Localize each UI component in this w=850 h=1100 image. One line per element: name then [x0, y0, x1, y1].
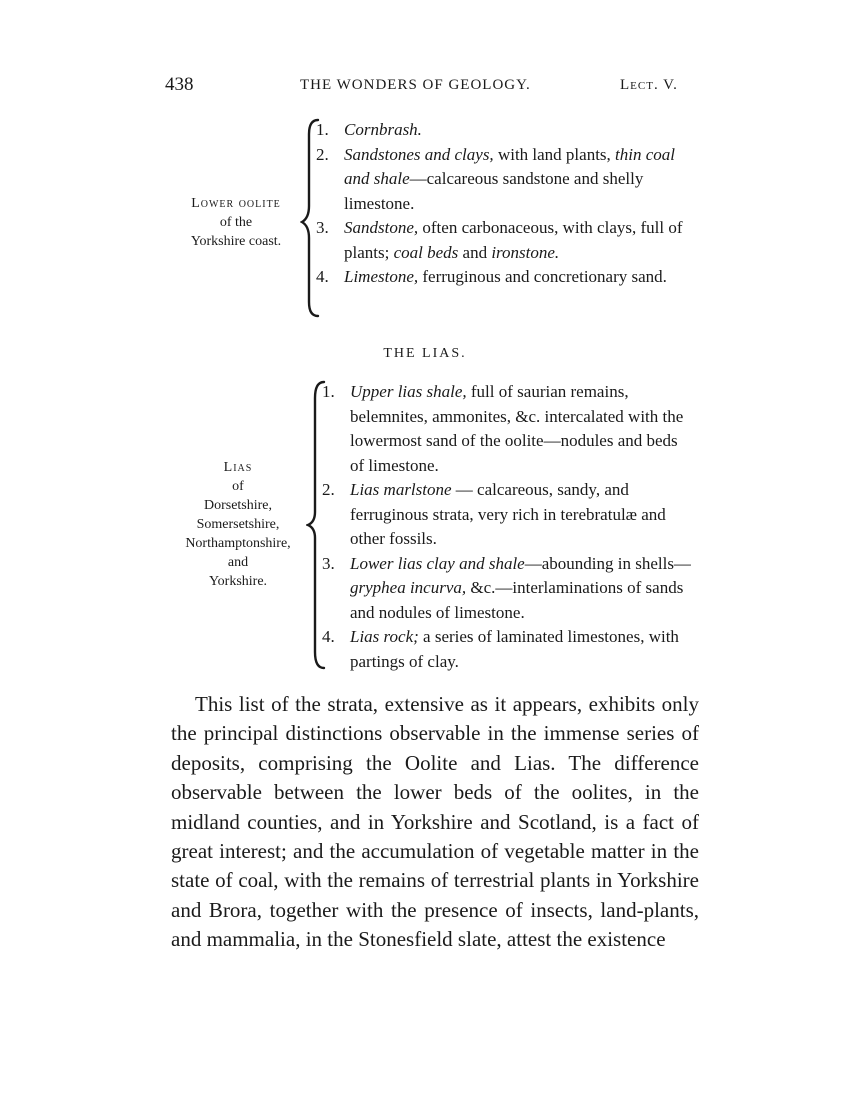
list-item [322, 380, 696, 478]
item-text: with land plants, [493, 144, 616, 164]
item-text: full of saurian remains, belemnites, ammonites, &c. intercalated with the lowermost sand of the oolite—nodules and beds of limestone. [350, 382, 684, 475]
item-text: often carbonaceous, with clays, full of plants; [344, 218, 683, 262]
item-text: Limestone, [344, 267, 419, 286]
item-number: 2. [322, 480, 335, 499]
list-item [322, 478, 696, 552]
item-text: ironstone. [491, 242, 560, 262]
list-item [316, 118, 696, 143]
item-text: gryphea incurva, [350, 578, 467, 597]
running-header [0, 74, 850, 104]
lias-label-line5: Northamptonshire, [185, 536, 291, 551]
item-text: Lias marlstone [350, 480, 452, 499]
item-number: 3. [316, 218, 329, 237]
body-paragraph-text: This list of the strata, extensive as it appears, exhibits only the principal distinctions observable in the immense series of deposits, comprising the Oolite and Lias. The difference observable between the lower beds of the oolites, in the midland counties, and in Yorkshire and Scotland, is a fact of great interest; and the accumulation of vegetable matter in the state of coal, with the remains of terrestrial plants in Yorkshire and Brora, together with the presence of insects, land-plants, and mammalia, in the Stonesfield slate, attest the existence [171, 692, 699, 952]
list-item [316, 143, 696, 217]
item-number: 1. [316, 120, 329, 139]
item-number: 4. [322, 627, 335, 646]
item-text: a series of laminated limestones, with partings of clay. [350, 627, 679, 671]
oolite-label-line2: of the [219, 215, 253, 230]
section-title: THE LIAS. [383, 346, 467, 361]
oolite-side-label [168, 194, 304, 251]
item-text: thin coal and shale [344, 144, 676, 188]
lias-label-line2: of [232, 479, 244, 494]
oolite-strata-list [316, 118, 696, 290]
lias-label-line4: Somersetshire, [196, 517, 280, 532]
lecture-label: Lect. V. [620, 77, 678, 93]
item-text: — calcareous, sandy, and ferruginous strata, very rich in terebratulæ and other fossils. [350, 480, 666, 548]
item-number: 3. [322, 553, 335, 573]
item-number: 4. [316, 267, 329, 286]
lias-strata-list [322, 380, 696, 674]
item-text: coal beds [393, 242, 459, 262]
list-item [322, 552, 696, 626]
item-number: 1. [322, 382, 335, 401]
running-title: THE WONDERS OF GEOLOGY. [300, 77, 531, 93]
item-text: ferruginous and concretionary sand. [418, 267, 667, 286]
item-text: Lower lias clay and shale [350, 553, 525, 573]
item-text: Upper lias shale, [350, 382, 467, 401]
list-item [316, 216, 696, 265]
item-number: 2. [316, 144, 329, 164]
lias-label-line7: Yorkshire. [208, 574, 268, 589]
body-paragraph [171, 690, 699, 955]
item-text: —calcareous sandstone and shelly limestone. [344, 169, 644, 213]
list-item [322, 625, 696, 674]
oolite-label-line1: Lower oolite [191, 196, 281, 211]
lias-label-line3: Dorsetshire, [203, 498, 273, 513]
item-text: Lias rock; [350, 627, 419, 646]
item-text: Sandstones and clays, [344, 144, 494, 164]
item-text: —abounding in shells— [524, 553, 691, 573]
page-number: 438 [165, 74, 194, 95]
item-text: and [458, 242, 492, 262]
lias-label-line1: Lias [223, 460, 253, 475]
lias-label-line6: and [227, 555, 249, 570]
oolite-label-line3: Yorkshire coast. [190, 234, 282, 249]
item-text: Sandstone, [344, 218, 419, 237]
lias-side-label [160, 458, 316, 591]
item-text: &c.—interlaminations of sands and nodules of limestone. [350, 578, 684, 622]
list-item [316, 265, 696, 290]
item-text: Cornbrash. [344, 120, 422, 139]
